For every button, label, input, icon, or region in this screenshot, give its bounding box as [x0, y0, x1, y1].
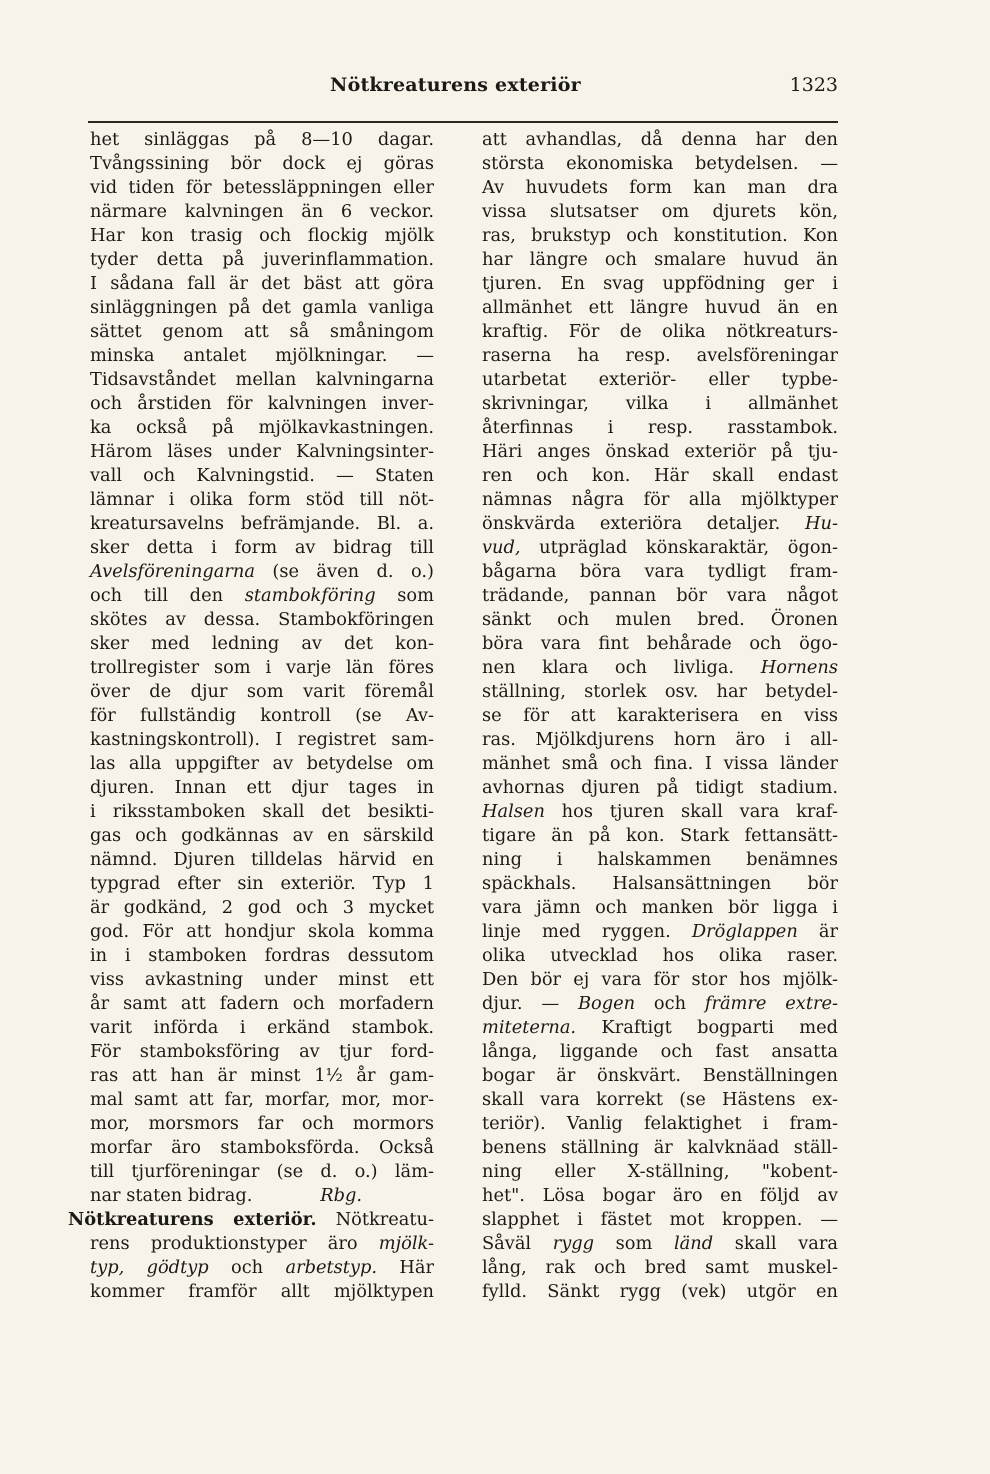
text-segment: nen klara och livliga. — [482, 657, 761, 678]
text-segment: som — [594, 1233, 674, 1254]
text-line — [68, 1208, 434, 1232]
text-line — [90, 152, 434, 176]
text-segment: och — [208, 1257, 286, 1278]
text-segment: minska antalet mjölkningar. — — [90, 345, 434, 366]
text-segment: späckhals. Halsansättningen bör — [482, 873, 838, 894]
text-line — [482, 128, 838, 152]
text-line — [90, 368, 434, 392]
text-line — [90, 992, 434, 1016]
text-segment: vall och Kalvningstid. — Staten — [90, 465, 434, 486]
text-segment: viss avkastning under minst ett — [90, 969, 434, 990]
text-line — [482, 464, 838, 488]
text-segment: trollregister som i varje län föres — [90, 657, 434, 678]
text-segment: trädande, pannan bör vara något — [482, 585, 838, 606]
text-segment: närmare kalvningen än 6 veckor. — [90, 201, 434, 222]
text-segment: återfinnas i resp. rasstambok. — [482, 417, 838, 438]
text-segment: tyder detta på juverinflammation. — [90, 249, 434, 270]
italic-term: stambokföring — [244, 585, 376, 606]
text-segment: ras. Mjölkdjurens horn äro i all- — [482, 729, 838, 750]
italic-term: Hornens — [760, 657, 838, 678]
text-line — [90, 824, 434, 848]
text-line — [90, 848, 434, 872]
italic-term: typ, gödtyp — [90, 1257, 209, 1278]
text-line — [482, 1064, 838, 1088]
text-segment: för fullständig kontroll (se Av- — [90, 705, 434, 726]
text-segment: Här — [377, 1257, 434, 1278]
text-segment: rens produktionstyper äro — [90, 1233, 379, 1254]
text-segment: Häri anges önskad exteriör på tju- — [482, 441, 838, 462]
text-segment: morfar äro stamboksförda. Också — [90, 1137, 434, 1158]
text-line — [482, 848, 838, 872]
text-line — [482, 1112, 838, 1136]
text-segment: ras att han är minst 1½ år gam- — [90, 1065, 434, 1086]
text-segment: nämnd. Djuren tilldelas härvid en — [90, 849, 434, 870]
text-line — [90, 944, 434, 968]
text-line — [90, 440, 434, 464]
text-line — [90, 920, 434, 944]
text-line — [90, 392, 434, 416]
italic-term: Bogen — [577, 993, 636, 1014]
text-segment: Av huvudets form kan man dra — [482, 177, 838, 198]
text-line — [90, 752, 434, 776]
text-line — [90, 296, 434, 320]
text-segment: kraftig. För de olika nötkreaturs- — [482, 321, 838, 342]
text-segment: het sinläggas på 8—10 dagar. — [90, 129, 434, 150]
italic-term: Hu- — [805, 513, 838, 534]
text-line — [482, 344, 838, 368]
text-segment: olika utvecklad hos olika raser. — [482, 945, 838, 966]
italic-term: främre extre- — [704, 993, 838, 1014]
text-line — [90, 584, 434, 608]
text-segment: böra vara fint behårade och ögo- — [482, 633, 838, 654]
text-line — [90, 1160, 434, 1184]
text-segment: största ekonomiska betydelsen. — — [482, 153, 838, 174]
italic-term: miteterna. — [482, 1017, 577, 1038]
text-line — [482, 992, 838, 1016]
text-segment: in i stamboken fordras dessutom — [90, 945, 434, 966]
text-segment: benens ställning är kalvknäad ställ- — [482, 1137, 838, 1158]
text-segment: (se även d. o.) — [254, 561, 434, 582]
italic-term: Halsen — [482, 801, 545, 822]
text-segment: linje med ryggen. — [482, 921, 692, 942]
text-segment: kommer framför allt mjölktypen — [90, 1281, 434, 1302]
text-line — [482, 896, 838, 920]
text-segment: önskvärda exteriöra detaljer. — [482, 513, 806, 534]
text-line — [482, 392, 838, 416]
text-line — [482, 1016, 838, 1040]
running-header-title: Nötkreaturens exteriör — [330, 74, 581, 96]
text-line — [90, 1136, 434, 1160]
text-line — [482, 728, 838, 752]
text-line — [482, 608, 838, 632]
text-segment: skall vara — [713, 1233, 838, 1254]
text-line — [482, 248, 838, 272]
text-line — [90, 344, 434, 368]
text-column-left — [68, 128, 434, 1304]
text-line — [482, 656, 838, 680]
text-line — [482, 440, 838, 464]
text-line — [90, 1064, 434, 1088]
text-segment: som — [375, 585, 434, 606]
text-line — [90, 656, 434, 680]
text-segment: sker med ledning av det kon- — [90, 633, 434, 654]
text-line — [482, 1136, 838, 1160]
text-segment: ning eller X-ställning, "kobent- — [482, 1161, 838, 1182]
text-segment: skötes av dessa. Stambokföringen — [90, 609, 434, 630]
text-line — [482, 800, 838, 824]
text-line — [482, 632, 838, 656]
text-segment: vara jämn och manken bör ligga i — [482, 897, 838, 918]
text-segment: är godkänd, 2 god och 3 mycket — [90, 897, 434, 918]
italic-term: Avelsföreningarna — [90, 561, 255, 582]
text-segment: las alla uppgifter av betydelse om — [90, 753, 434, 774]
text-line — [482, 968, 838, 992]
text-line — [482, 176, 838, 200]
text-segment: i riksstamboken skall det besikti- — [90, 801, 434, 822]
text-segment: lång, rak och bred samt muskel- — [482, 1257, 838, 1278]
text-segment: tjuren. En svag uppfödning ger i — [482, 273, 838, 294]
text-segment: år samt att fadern och morfadern — [90, 993, 434, 1014]
text-line — [482, 1208, 838, 1232]
text-line — [482, 824, 838, 848]
text-segment: skrivningar, vilka i allmänhet — [482, 393, 838, 414]
text-line — [90, 320, 434, 344]
text-line — [482, 776, 838, 800]
text-segment: över de djur som varit föremål — [90, 681, 434, 702]
text-segment: het". Lösa bogar äro en följd av — [482, 1185, 838, 1206]
text-line — [482, 1040, 838, 1064]
text-segment: mänhet små och fina. I vissa länder — [482, 753, 838, 774]
text-line — [482, 416, 838, 440]
header-rule — [88, 121, 838, 123]
text-segment: varit införda i erkänd stambok. — [90, 1017, 434, 1038]
text-line — [90, 1184, 434, 1208]
text-line — [90, 560, 434, 584]
text-segment: utpräglad könskaraktär, ögon- — [520, 537, 838, 558]
text-segment: djuren. Innan ett djur tages in — [90, 777, 434, 798]
text-line — [90, 872, 434, 896]
text-line — [482, 1280, 838, 1304]
text-line — [482, 152, 838, 176]
text-segment: vissa slutsatser om djurets kön, — [482, 201, 838, 222]
text-line — [90, 128, 434, 152]
text-segment: bågarna böra vara tydligt fram- — [482, 561, 838, 582]
text-segment: bogar är önskvärt. Benställningen — [482, 1065, 838, 1086]
text-line — [482, 872, 838, 896]
text-line — [482, 536, 838, 560]
text-line — [90, 1112, 434, 1136]
text-segment: ställning, storlek osv. har betydel- — [482, 681, 838, 702]
text-line — [90, 1256, 434, 1280]
text-segment: teriör). Vanlig felaktighet i fram- — [482, 1113, 838, 1134]
text-line — [482, 920, 838, 944]
text-line — [90, 704, 434, 728]
text-segment: Härom läses under Kalvningsinter- — [90, 441, 434, 462]
text-segment: har längre och smalare huvud än — [482, 249, 838, 270]
text-line — [482, 1256, 838, 1280]
text-line — [482, 1088, 838, 1112]
text-segment: sättet genom att så småningom — [90, 321, 434, 342]
text-line — [482, 488, 838, 512]
text-line — [90, 968, 434, 992]
text-segment: avhornas djuren på tidigt stadium. — [482, 777, 838, 798]
text-segment: nar staten bidrag. — [90, 1185, 321, 1206]
italic-term: rygg — [552, 1233, 595, 1254]
text-line — [482, 680, 838, 704]
text-segment: utarbetat exteriör- eller typbe- — [482, 369, 838, 390]
text-segment: Nötkreatu- — [316, 1209, 434, 1230]
text-segment: skall vara korrekt (se Hästens ex- — [482, 1089, 838, 1110]
text-line — [90, 608, 434, 632]
text-line — [482, 296, 838, 320]
text-line — [482, 584, 838, 608]
text-segment: kreatursavelns befrämjande. Bl. a. — [90, 513, 434, 534]
text-segment: nämnas några för alla mjölktyper — [482, 489, 838, 510]
text-line — [482, 320, 838, 344]
text-line — [90, 200, 434, 224]
text-segment: allmänhet ett längre huvud än en — [482, 297, 838, 318]
entry-headword: Nötkreaturens exteriör. — [68, 1209, 317, 1230]
text-column-right — [482, 128, 838, 1304]
text-segment: mor, morsmors far och mormors — [90, 1113, 434, 1134]
text-line — [90, 776, 434, 800]
text-line — [90, 1232, 434, 1256]
text-line — [90, 536, 434, 560]
text-segment: att avhandlas, då denna har den — [482, 129, 838, 150]
text-segment: kastningskontroll). I registret sam- — [90, 729, 434, 750]
text-line — [482, 704, 838, 728]
text-line — [90, 464, 434, 488]
text-segment: sänkt och mulen bred. Öronen — [482, 609, 838, 630]
text-segment: är — [797, 921, 838, 942]
text-line — [90, 176, 434, 200]
italic-term: mjölk- — [378, 1233, 434, 1254]
text-line — [482, 944, 838, 968]
text-segment: typgrad efter sin exteriör. Typ 1 — [90, 873, 434, 894]
italic-term: arbetstyp. — [285, 1257, 378, 1278]
text-segment: långa, liggande och fast ansatta — [482, 1041, 838, 1062]
text-segment: Tvångssining bör dock ej göras — [90, 153, 434, 174]
text-line — [482, 1232, 838, 1256]
text-line — [90, 728, 434, 752]
text-segment: lämnar i olika form stöd till nöt- — [90, 489, 434, 510]
text-line — [482, 752, 838, 776]
text-line — [90, 632, 434, 656]
text-segment: till tjurföreningar (se d. o.) läm- — [90, 1161, 434, 1182]
text-segment: I sådana fall är det bäst att göra — [90, 273, 434, 294]
text-line — [90, 1088, 434, 1112]
text-line — [90, 800, 434, 824]
text-line — [90, 1016, 434, 1040]
text-line — [90, 1280, 434, 1304]
text-line — [482, 512, 838, 536]
text-segment: sker detta i form av bidrag till — [90, 537, 434, 558]
text-line — [90, 680, 434, 704]
text-line — [90, 512, 434, 536]
text-segment: och — [635, 993, 705, 1014]
text-line — [90, 1040, 434, 1064]
italic-term: vud, — [482, 537, 521, 558]
text-segment: slapphet i fästet mot kroppen. — — [482, 1209, 838, 1230]
text-line — [482, 368, 838, 392]
italic-term: länd — [674, 1233, 714, 1254]
text-segment: vid tiden för betessläppningen eller — [90, 177, 434, 198]
text-line — [482, 224, 838, 248]
text-segment: ren och kon. Här skall endast — [482, 465, 838, 486]
text-segment: ras, brukstyp och konstitution. Kon — [482, 225, 838, 246]
text-segment: djur. — — [482, 993, 578, 1014]
text-line — [90, 272, 434, 296]
text-segment: Kraftigt bogparti med — [576, 1017, 838, 1038]
text-segment: ka också på mjölkavkastningen. — [90, 417, 434, 438]
text-segment: mal samt att far, morfar, mor, mor- — [90, 1089, 434, 1110]
text-segment: se för att karakterisera en viss — [482, 705, 838, 726]
text-segment: och årstiden för kalvningen inver- — [90, 393, 434, 414]
text-segment: För stamboksföring av tjur ford- — [90, 1041, 434, 1062]
text-segment: tigare än på kon. Stark fettansätt- — [482, 825, 838, 846]
text-line — [482, 272, 838, 296]
text-line — [90, 896, 434, 920]
text-segment: gas och godkännas av en särskild — [90, 825, 434, 846]
text-line — [90, 416, 434, 440]
text-segment: ning i halskammen benämnes — [482, 849, 838, 870]
text-line — [482, 200, 838, 224]
text-segment: raserna ha resp. avelsföreningar — [482, 345, 838, 366]
text-segment: hos tjuren skall vara kraf- — [544, 801, 838, 822]
text-segment: Har kon trasig och flockig mjölk — [90, 225, 434, 246]
text-line — [482, 1160, 838, 1184]
text-segment: sinläggningen på det gamla vanliga — [90, 297, 434, 318]
text-segment: Tidsavståndet mellan kalvningarna — [90, 369, 434, 390]
text-line — [482, 560, 838, 584]
text-segment: Den bör ej vara för stor hos mjölk- — [482, 969, 838, 990]
text-segment: Såväl — [482, 1233, 553, 1254]
italic-term: Dröglappen — [691, 921, 798, 942]
text-line — [90, 224, 434, 248]
text-line — [482, 1184, 838, 1208]
text-line — [90, 488, 434, 512]
text-line — [90, 248, 434, 272]
text-segment: god. För att hondjur skola komma — [90, 921, 434, 942]
text-segment: och till den — [90, 585, 245, 606]
page-number: 1323 — [789, 74, 838, 96]
italic-term: Rbg. — [320, 1185, 363, 1206]
text-segment: fylld. Sänkt rygg (vek) utgör en — [482, 1281, 838, 1302]
